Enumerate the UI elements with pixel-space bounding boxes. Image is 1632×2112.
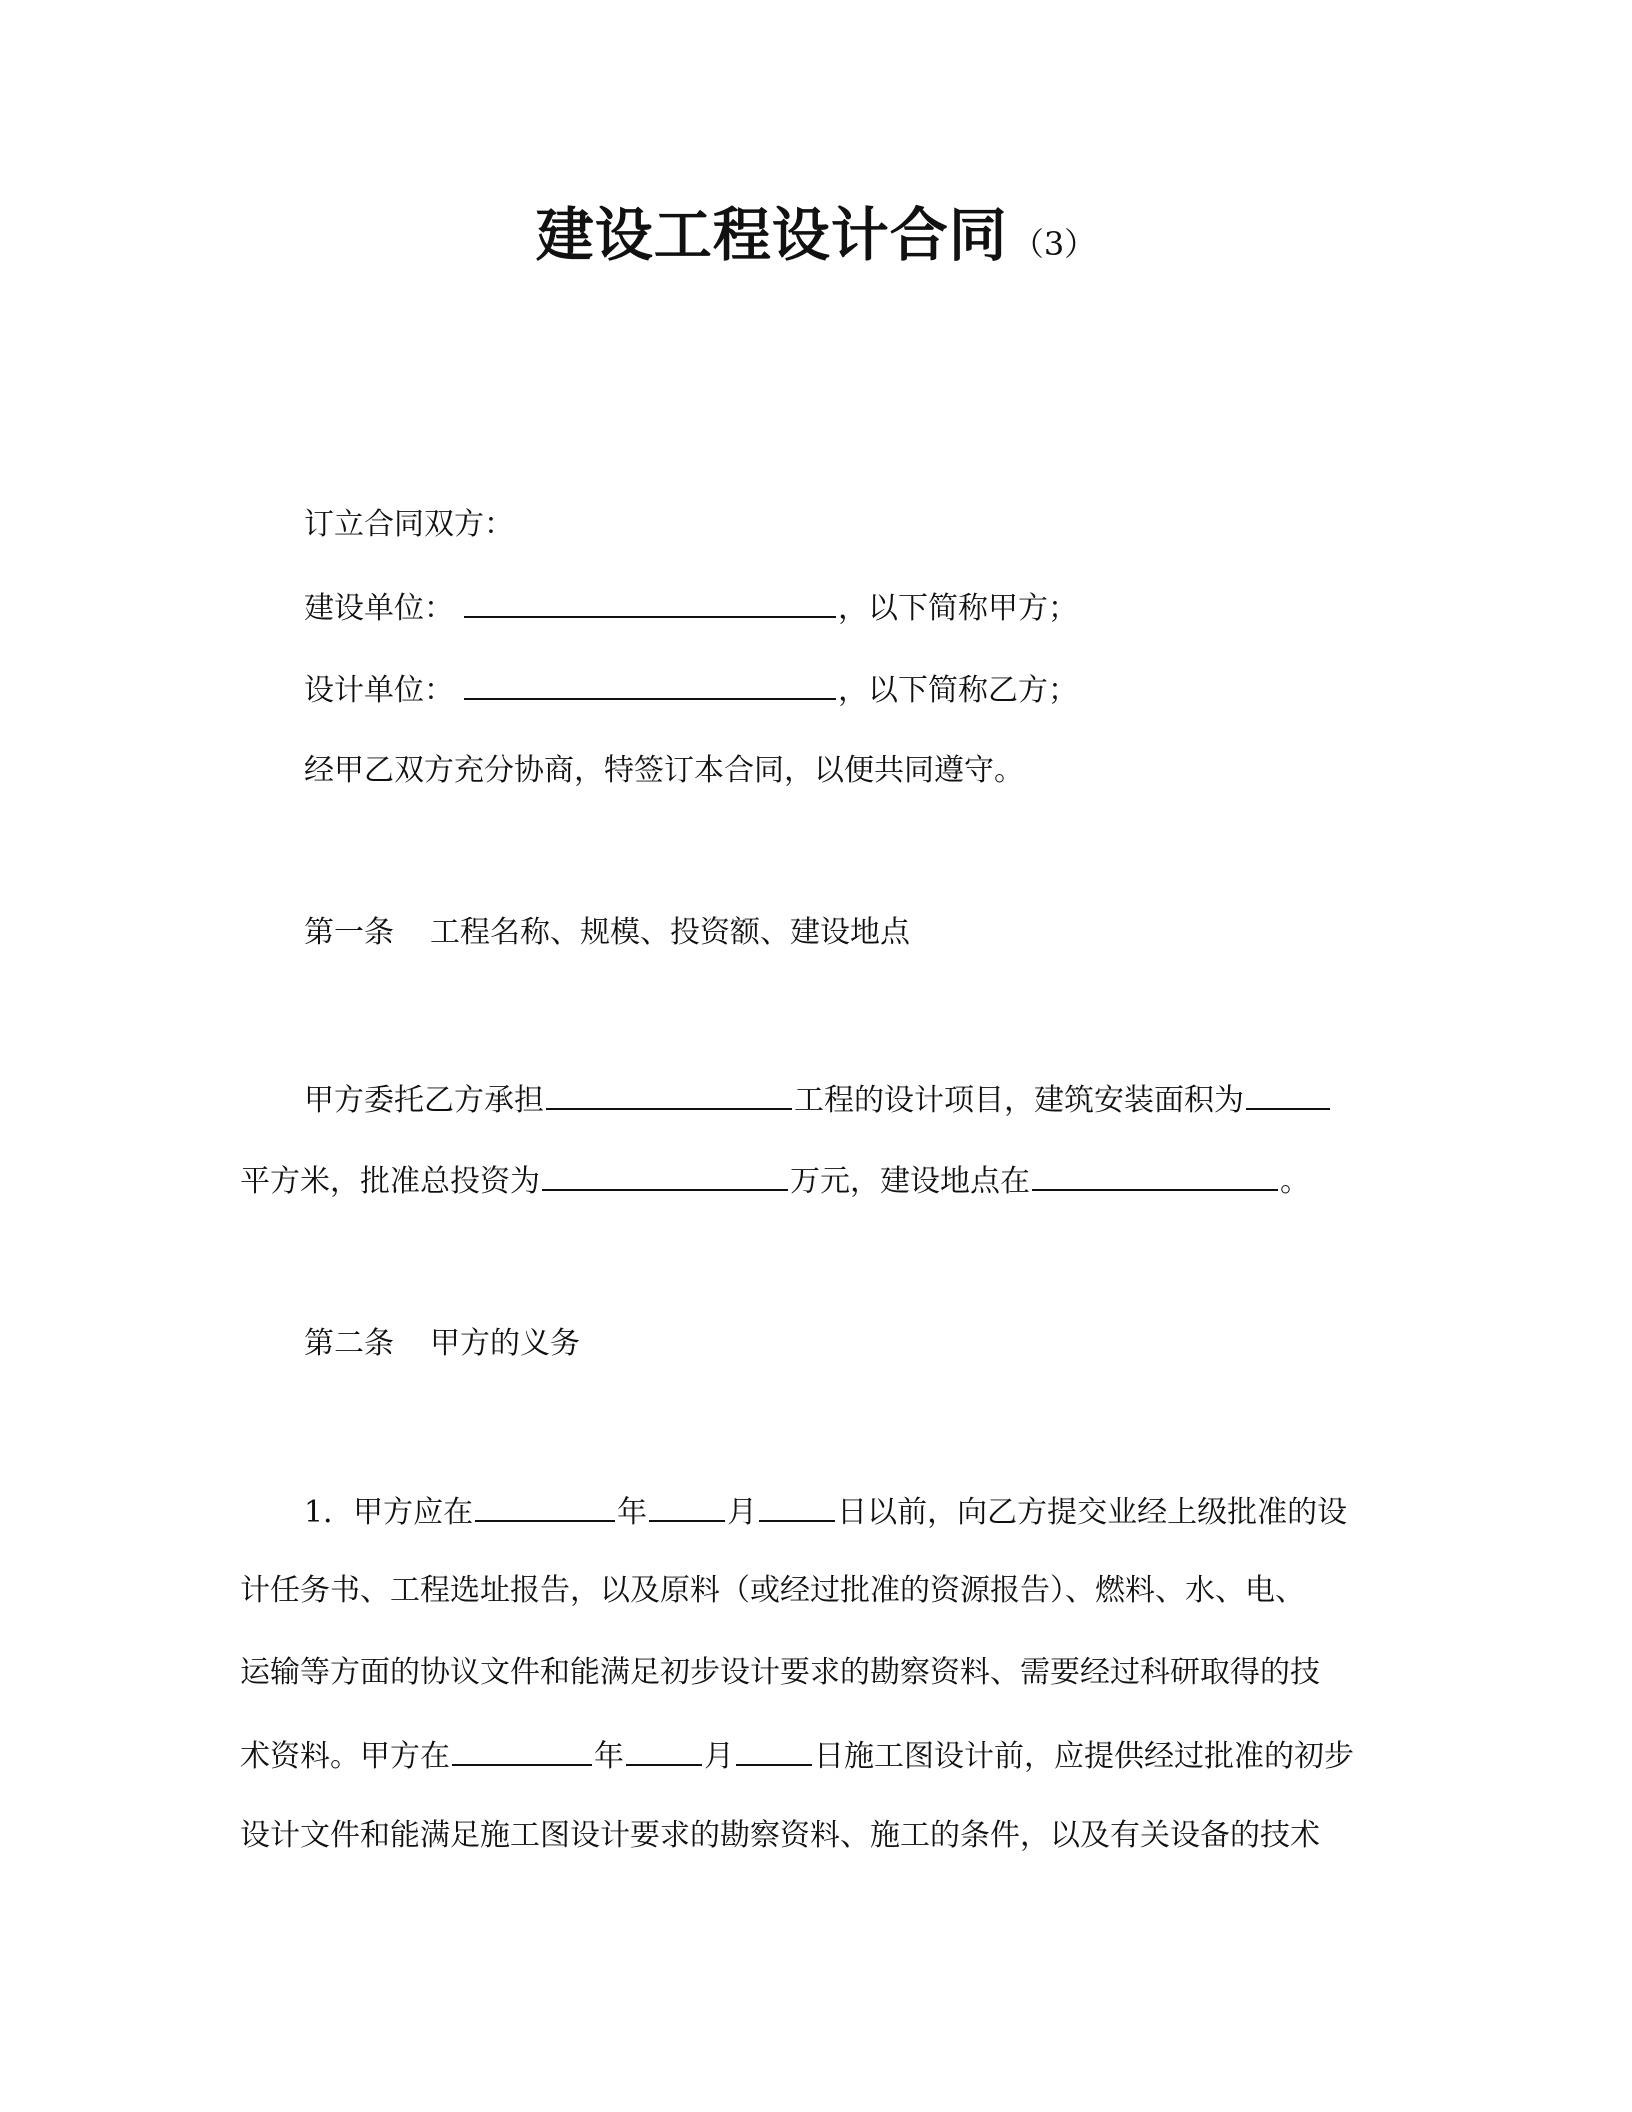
article2-text-a: 1．甲方应在 [304, 1495, 474, 1530]
year-blank-2[interactable] [452, 1734, 592, 1766]
article2-text-g: 设计文件和能满足施工图设计要求的勘察资料、施工的条件，以及有关设备的技术 [240, 1818, 1320, 1853]
month-blank-2[interactable] [626, 1734, 702, 1766]
designer-tail: ，以下简称乙方； [838, 673, 1078, 708]
article1-line1 [304, 1078, 1332, 1121]
article2-heading [304, 1324, 580, 1364]
location-blank[interactable] [1032, 1159, 1278, 1191]
month-label-2: 月 [704, 1739, 734, 1774]
article1-text-a: 甲方委托乙方承担 [304, 1083, 544, 1118]
day-blank-2[interactable] [736, 1734, 812, 1766]
article2-title: 甲方的义务 [430, 1326, 580, 1361]
article1-text-b: 工程的设计项目，建筑安装面积为 [794, 1083, 1244, 1118]
article2-line2 [240, 1571, 1305, 1611]
article2-line3 [240, 1653, 1320, 1693]
project-name-blank[interactable] [546, 1078, 792, 1110]
client-name-blank[interactable] [464, 586, 836, 618]
article1-heading [304, 913, 910, 953]
article1-title: 工程名称、规模、投资额、建设地点 [430, 915, 910, 950]
client-label: 建设单位： [304, 591, 454, 626]
designer-line [304, 668, 1078, 711]
article2-line4 [240, 1734, 1354, 1777]
article1-text-d: 万元，建设地点在 [790, 1164, 1030, 1199]
article2-line1 [304, 1490, 1347, 1533]
article1-number: 第一条 [304, 915, 394, 950]
article2-number: 第二条 [304, 1326, 394, 1361]
agreement-text: 经甲乙双方充分协商，特签订本合同，以便共同遵守。 [304, 753, 1024, 788]
month-blank-1[interactable] [649, 1490, 725, 1522]
article2-text-b: 日以前，向乙方提交业经上级批准的设 [837, 1495, 1348, 1530]
article2-text-d: 运输等方面的协议文件和能满足初步设计要求的勘察资料、需要经过科研取得的技 [240, 1655, 1320, 1690]
parties-text: 订立合同双方： [304, 507, 514, 542]
article2-text-f: 日施工图设计前，应提供经过批准的初步 [814, 1739, 1354, 1774]
client-line [304, 586, 1078, 629]
day-blank-1[interactable] [759, 1490, 835, 1522]
designer-label: 设计单位： [304, 673, 454, 708]
article1-line2 [240, 1159, 1310, 1202]
article1-text-e: 。 [1280, 1164, 1310, 1199]
article2-text-e: 术资料。甲方在 [240, 1739, 450, 1774]
area-blank[interactable] [1246, 1078, 1330, 1110]
document-title [0, 188, 1632, 272]
year-label-2: 年 [594, 1739, 624, 1774]
article2-line5 [240, 1816, 1320, 1856]
article2-text-c: 计任务书、工程选址报告，以及原料（或经过批准的资源报告）、燃料、水、电、 [240, 1573, 1305, 1608]
designer-name-blank[interactable] [464, 668, 836, 700]
year-label-1: 年 [617, 1495, 648, 1530]
title-suffix: （3） [1011, 225, 1097, 263]
year-blank-1[interactable] [475, 1490, 615, 1522]
parties-line [304, 505, 514, 545]
month-label-1: 月 [727, 1495, 758, 1530]
article1-text-c: 平方米，批准总投资为 [240, 1164, 540, 1199]
title-main: 建设工程设计合同 [535, 201, 1008, 269]
client-tail: ，以下简称甲方； [838, 591, 1078, 626]
agreement-line [304, 751, 1024, 791]
investment-blank[interactable] [542, 1159, 788, 1191]
